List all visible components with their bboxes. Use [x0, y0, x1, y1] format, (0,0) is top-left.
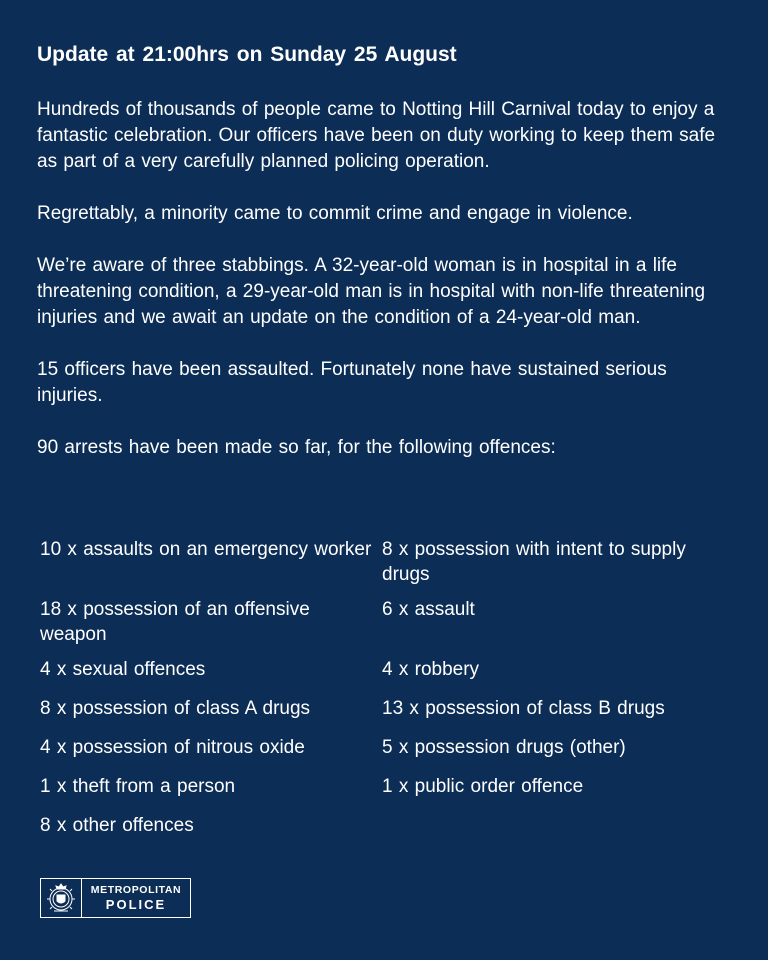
offence-item: 8 x other offences: [40, 815, 194, 836]
offence-item: 6 x assault: [382, 599, 475, 620]
offence-item: 4 x robbery: [382, 659, 480, 680]
paragraph-officers: 15 officers have been assaulted. Fortunately none have sustained serious injuries.: [37, 359, 667, 406]
offence-item: 4 x sexual offences: [40, 659, 206, 680]
crest-icon: [41, 879, 82, 917]
offence-item: 1 x theft from a person: [40, 776, 236, 797]
statement-title: Update at 21:00hrs on Sunday 25 August: [37, 43, 457, 66]
offence-item: 1 x public order offence: [382, 776, 584, 797]
offences-list: [40, 537, 720, 852]
logo-line-metropolitan: METROPOLITAN: [90, 884, 182, 896]
paragraph-minority: Regrettably, a minority came to commit crime and engage in violence.: [37, 203, 633, 224]
offence-item-empty: [382, 813, 720, 852]
offence-item: 5 x possession drugs (other): [382, 737, 626, 758]
logo-wordmark: [82, 879, 190, 917]
offence-item: 8 x possession with intent to supply drugs: [382, 539, 686, 585]
offence-item: 8 x possession of class A drugs: [40, 698, 311, 719]
statement-body: [37, 40, 737, 487]
metropolitan-police-logo: [40, 878, 191, 918]
offence-item: 4 x possession of nitrous oxide: [40, 737, 305, 758]
paragraph-stabbings: We’re aware of three stabbings. A 32-year-old woman is in hospital in a life threatening condition, a 29-year-old man is in hospital with non-life threatening injuries and we await an update on the condition of a 24-year-old man.: [37, 255, 706, 328]
paragraph-arrests: 90 arrests have been made so far, for the following offences:: [37, 437, 556, 458]
offence-item: 13 x possession of class B drugs: [382, 698, 665, 719]
offence-item: 10 x assaults on an emergency worker: [40, 539, 372, 560]
paragraph-intro: Hundreds of thousands of people came to Notting Hill Carnival today to enjoy a fantastic celebration. Our officers have been on duty working to keep them safe as part of a very carefully planned policing operation.: [37, 99, 716, 172]
offence-item: 18 x possession of an offensive weapon: [40, 599, 310, 645]
logo-line-police: POLICE: [105, 897, 167, 912]
